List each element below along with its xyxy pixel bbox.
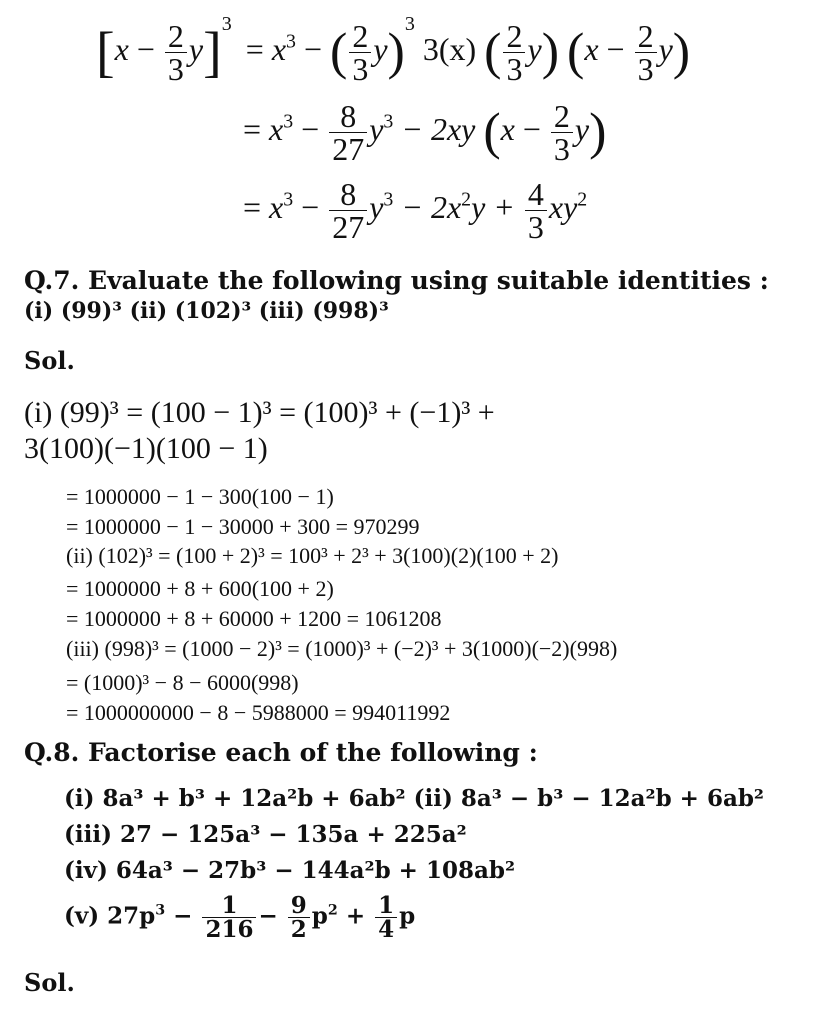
q8-heading: Q.8. Factorise each of the following : (24, 738, 538, 767)
equation-line-2: = $x^3$ − $\frac{8}{27}$ $y^3 - 2xy$ (x − $\frac{2}{3}$ y) (243, 98, 607, 167)
q7-step: = (1000)³ − 8 − 6000(998) (66, 670, 299, 695)
q7-parts: (i) (99)³ (ii) (102)³ (iii) (998)³ (24, 298, 389, 324)
q8-item: (iv) 64a³ − 27b³ − 144a²b + 108ab² (64, 857, 516, 884)
q7-step: = 1000000 − 1 − 300(100 − 1) (66, 484, 334, 509)
fraction: $\frac{2}{3}$ (165, 20, 187, 85)
q7-step: = 1000000 − 1 − 30000 + 300 = 970299 (66, 514, 420, 539)
equation-line-3: = $x^3$ − $\frac{8}{27}$ $y^3 - 2x^2y$ + $\frac{4}{3}$ $xy^2$ (243, 176, 588, 245)
q8-item-v: (v) $27p^3$ − $\frac{1}{216}$ − $\frac{9}{2}$ $p^2$ + $\frac{1}{4}$ p (64, 892, 416, 943)
q8-item: (i) 8a³ + b³ + 12a²b + 6ab² (ii) 8a³ − b³ − 12a²b + 6ab² (64, 785, 765, 812)
q7-step: = 1000000000 − 8 − 5988000 = 994011992 (66, 700, 451, 725)
q7-step: = 1000000 + 8 + 60000 + 1200 = 1061208 (66, 606, 442, 631)
q7-step: (ii) (102)³ = (100 + 2)³ = 100³ + 2³ + 3(100)(2)(100 + 2) (66, 543, 559, 568)
equation-line-1: [x − $\frac{2}{3}$ $y]^3 = x^3$ − ( $\frac{2}{3}$ y)$^3$ 3(x) ( $\frac{2}{3}$ y) (x − $\frac{2}{3}$ y) (96, 12, 691, 87)
q7-solution-i-a: (i) (99)³ = (100 − 1)³ = (100)³ + (−1)³ + (24, 396, 495, 429)
q7-step: (iii) (998)³ = (1000 − 2)³ = (1000)³ + (−2)³ + 3(1000)(−2)(998) (66, 636, 618, 661)
sol-label-2: Sol. (24, 968, 75, 997)
q7-solution-i-b: 3(100)(−1)(100 − 1) (24, 432, 268, 465)
q8-item: (iii) 27 − 125a³ − 135a + 225a² (64, 821, 467, 848)
q7-heading: Q.7. Evaluate the following using suitable identities : (24, 266, 769, 295)
sol-label: Sol. (24, 346, 75, 375)
q7-step: = 1000000 + 8 + 600(100 + 2) (66, 576, 334, 601)
